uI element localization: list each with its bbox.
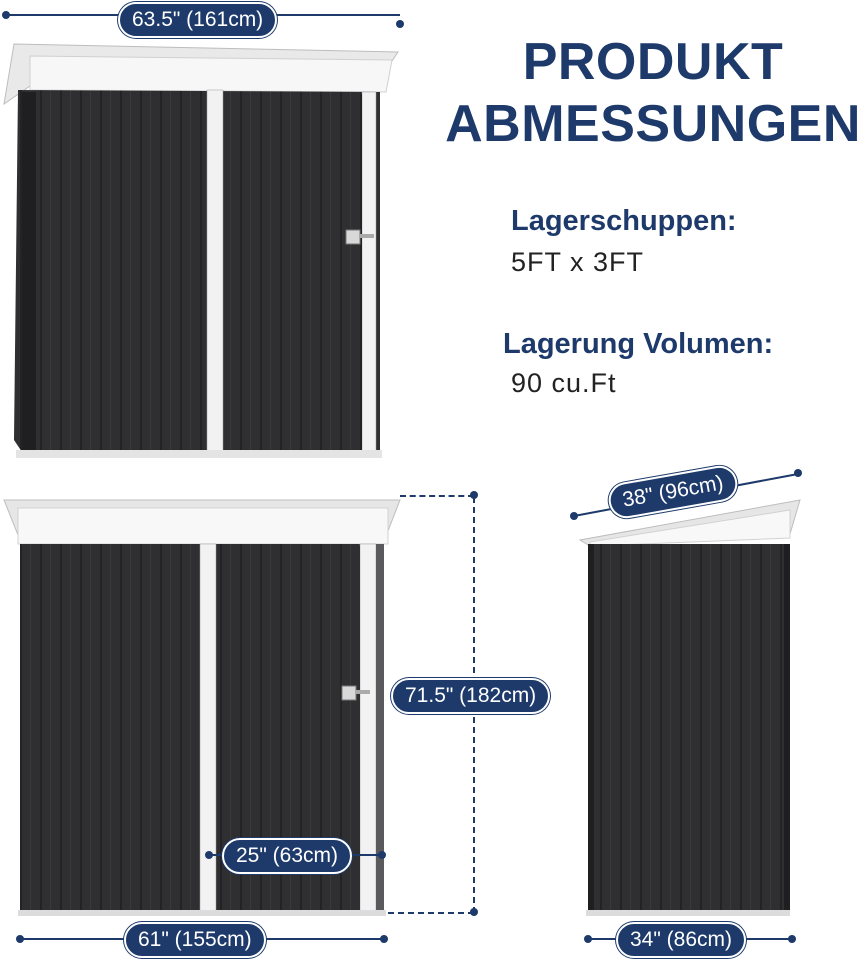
dim-side-base-right-dot xyxy=(788,935,796,943)
volume-value: 90 cu.Ft xyxy=(511,368,617,398)
dim-top-width: 63.5" (161cm) xyxy=(118,2,277,38)
shed-label: Lagerschuppen: xyxy=(511,205,737,237)
heading-line-2: ABMESSUNGEN xyxy=(445,95,861,153)
dim-side-top-right-dot xyxy=(794,469,802,477)
volume-label: Lagerung Volumen: xyxy=(503,328,774,360)
dim-door-width: 25" (63cm) xyxy=(222,838,352,874)
dim-side-base-depth: 34" (86cm) xyxy=(616,922,746,958)
dim-height: 71.5" (182cm) xyxy=(391,678,550,714)
dim-base-width: 61" (155cm) xyxy=(124,922,266,958)
dim-side-top-depth: 38" (96cm) xyxy=(606,463,740,521)
shed-value: 5FT x 3FT xyxy=(511,247,645,277)
heading-line-1: PRODUKT xyxy=(522,33,784,91)
